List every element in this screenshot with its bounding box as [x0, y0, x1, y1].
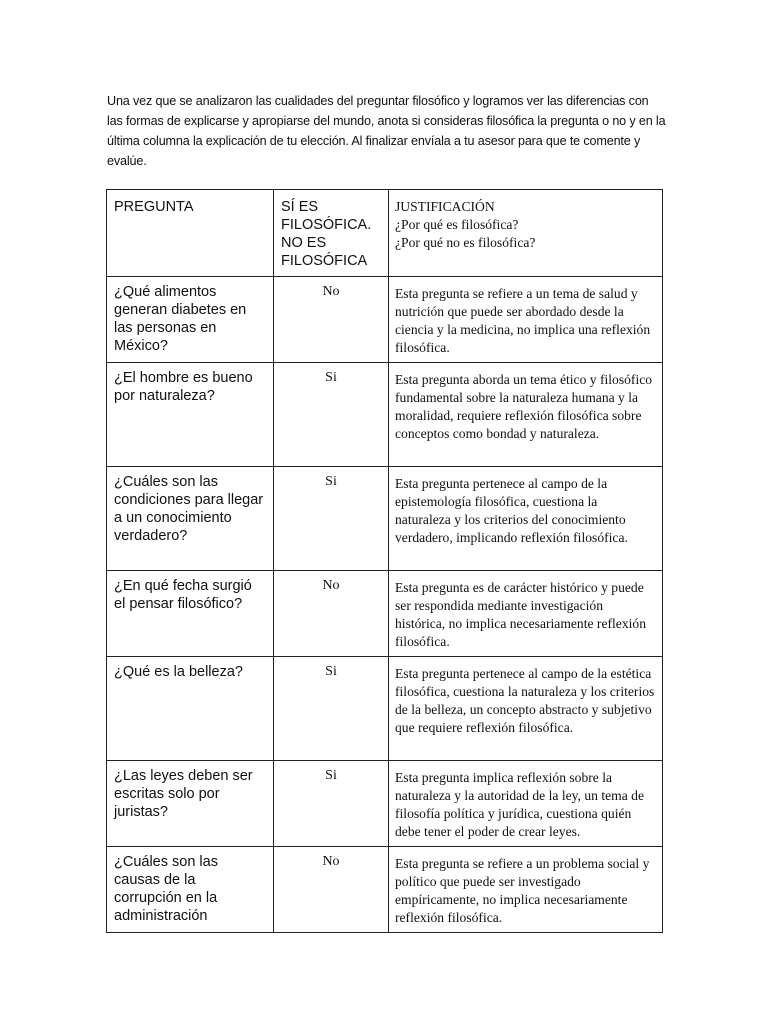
justification-text: Esta pregunta se refiere a un tema de salud y nutrición que puede ser abordado desde la ciencia y la medicina, no implica una reflexión filosófica. — [395, 286, 651, 355]
justification-text: Esta pregunta pertenece al campo de la estética filosófica, cuestiona la naturaleza y los criterios de la belleza, un concepto abstracto y subjetivo que requiere reflexión filosófica. — [395, 666, 655, 735]
justification-cell — [389, 363, 663, 467]
answer-text: No — [322, 854, 340, 869]
question-text: ¿Qué alimentos generan diabetes en las personas en México? — [114, 284, 247, 354]
table-row — [107, 363, 663, 467]
question-cell — [107, 657, 274, 761]
justification-text: Esta pregunta aborda un tema ético y filosófico fundamental sobre la naturaleza humana y la moralidad, requiere reflexión filosófica sobre conceptos como bondad y naturaleza. — [395, 372, 653, 441]
answer-text: No — [322, 284, 340, 299]
justification-text: Esta pregunta se refiere a un problema social y político que puede ser investigado empíricamente, no implica necesariamente reflexión filosófica. — [395, 856, 650, 925]
answer-cell — [274, 657, 389, 761]
answer-cell — [274, 847, 389, 933]
justification-cell — [389, 761, 663, 847]
instructions-paragraph: Una vez que se analizaron las cualidades del preguntar filosófico y logramos ver las diferencias con las formas de explicarse y apropiarse del mundo, anota si consideras filosófica la pregunta o no y en la última columna la explicación de tu elección. Al finalizar envíala a tu asesor para que te comente y evalúe. — [107, 94, 666, 168]
answer-cell — [274, 277, 389, 363]
question-text: ¿En qué fecha surgió el pensar filosófico? — [114, 578, 252, 612]
table-row — [107, 467, 663, 571]
table-row — [107, 657, 663, 761]
table-row — [107, 847, 663, 933]
question-text: ¿Qué es la belleza? — [114, 664, 243, 680]
table-row — [107, 571, 663, 657]
justification-text: Esta pregunta es de carácter histórico y puede ser respondida mediante investigación histórica, no implica necesariamente reflexión filosófica. — [395, 580, 646, 649]
table-row — [107, 761, 663, 847]
question-cell — [107, 277, 274, 363]
question-text: ¿Cuáles son las causas de la corrupción en la administración — [114, 854, 218, 924]
answer-cell — [274, 363, 389, 467]
header-pregunta-cell — [107, 190, 274, 277]
justification-cell — [389, 277, 663, 363]
justification-cell — [389, 657, 663, 761]
question-cell — [107, 467, 274, 571]
question-cell — [107, 761, 274, 847]
table-row — [107, 277, 663, 363]
answer-cell — [274, 571, 389, 657]
header-es-filosofica-cell — [274, 190, 389, 277]
answer-text: Si — [325, 370, 337, 385]
question-cell — [107, 847, 274, 933]
question-text: ¿El hombre es bueno por naturaleza? — [114, 370, 253, 404]
justification-cell — [389, 467, 663, 571]
question-text: ¿Las leyes deben ser escritas solo por juristas? — [114, 768, 253, 820]
header-justificacion-cell — [389, 190, 663, 277]
questions-table — [106, 189, 663, 933]
answer-text: Si — [325, 474, 337, 489]
justification-text: Esta pregunta implica reflexión sobre la naturaleza y la autoridad de la ley, un tema de filosofía política y jurídica, cuestiona quién debe tener el poder de crear leyes. — [395, 770, 644, 839]
answer-cell — [274, 761, 389, 847]
justification-cell — [389, 847, 663, 933]
answer-text: Si — [325, 664, 337, 679]
header-es-filosofica: SÍ ES FILOSÓFICA. NO ES FILOSÓFICA — [281, 199, 372, 269]
justification-cell — [389, 571, 663, 657]
answer-text: No — [322, 578, 340, 593]
table-header-row — [107, 190, 663, 277]
header-justificacion: JUSTIFICACIÓN ¿Por qué es filosófica? ¿Por qué no es filosófica? — [395, 199, 536, 250]
question-cell — [107, 571, 274, 657]
justification-text: Esta pregunta pertenece al campo de la epistemología filosófica, cuestiona la naturaleza y los criterios del conocimiento verdadero, implicando reflexión filosófica. — [395, 476, 628, 545]
question-text: ¿Cuáles son las condiciones para llegar a un conocimiento verdadero? — [114, 474, 264, 544]
answer-text: Si — [325, 768, 337, 783]
header-pregunta: PREGUNTA — [114, 199, 194, 215]
answer-cell — [274, 467, 389, 571]
question-cell — [107, 363, 274, 467]
